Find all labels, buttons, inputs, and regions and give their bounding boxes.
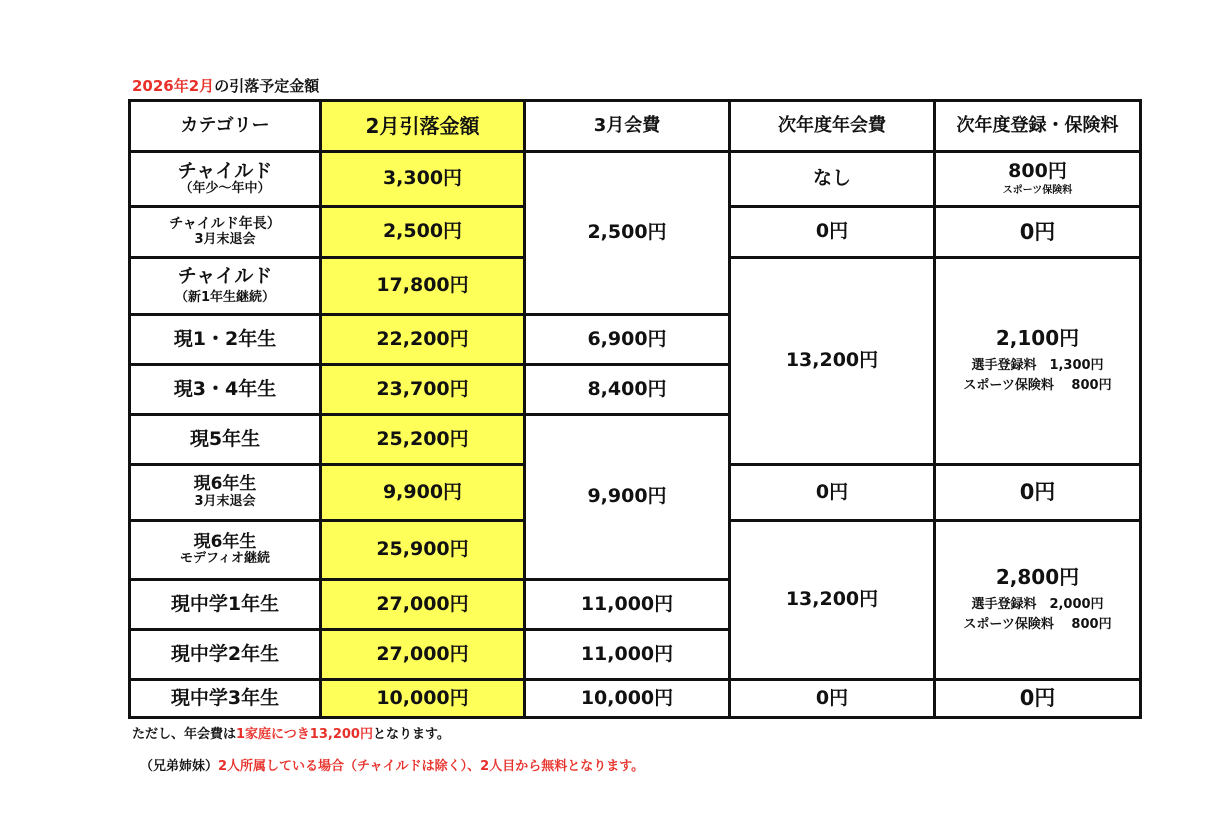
feb-amount: 27,000円 <box>321 580 525 630</box>
category-cell <box>130 521 321 580</box>
reg-player-fee: 選手登録料 2,000円 <box>971 597 1104 612</box>
feb-amount: 25,900円 <box>321 521 525 580</box>
feb-amount: 10,000円 <box>321 680 525 718</box>
category-label: 現1・2年生 <box>130 315 321 365</box>
reg-insurance-fee: スポーツ保険料 800円 <box>963 377 1112 393</box>
category-label: 現3・4年生 <box>130 365 321 415</box>
reg-fee-group1 <box>935 258 1141 465</box>
reg-fee-cell <box>935 152 1141 207</box>
march-fee-group2: 9,900円 <box>525 415 730 580</box>
category-label: 現6年生 <box>193 474 257 495</box>
reg-fee: 0円 <box>935 680 1141 718</box>
header-row <box>130 101 1141 152</box>
reg-fee: 800円 <box>1008 160 1067 183</box>
header-feb: 2月引落金額 <box>321 101 525 152</box>
reg-fee-total: 2,800円 <box>995 565 1080 589</box>
category-label: チャイルド年長） <box>169 216 281 233</box>
note-siblings <box>140 755 644 774</box>
note-annual-fee <box>132 723 450 742</box>
march-fee: 11,000円 <box>525 630 730 680</box>
annual-fee-group1: 13,200円 <box>730 258 935 465</box>
note-highlight: 2人所属している場合（チャイルドは除く）、2人目から無料となります。 <box>218 759 645 774</box>
header-annual: 次年度年会費 <box>730 101 935 152</box>
category-sub: 3月末退会 <box>194 493 256 509</box>
category-label: 現中学3年生 <box>130 680 321 718</box>
reg-fee: 0円 <box>935 465 1141 521</box>
category-label: チャイルド <box>177 159 273 182</box>
feb-amount: 22,200円 <box>321 315 525 365</box>
category-label: 現6年生 <box>193 531 257 552</box>
table-row <box>130 680 1141 718</box>
reg-fee: 0円 <box>935 207 1141 258</box>
table-row <box>130 152 1141 207</box>
march-fee: 6,900円 <box>525 315 730 365</box>
category-sub: （新1年生継続） <box>174 290 276 306</box>
feb-amount: 17,800円 <box>321 258 525 315</box>
reg-fee-group2 <box>935 521 1141 680</box>
feb-amount: 27,000円 <box>321 630 525 680</box>
category-label: 現中学2年生 <box>130 630 321 680</box>
march-fee: 8,400円 <box>525 365 730 415</box>
title-rest: の引落予定金額 <box>214 77 320 95</box>
reg-fee-sub: スポーツ保険料 <box>1002 185 1073 197</box>
category-label: 現5年生 <box>130 415 321 465</box>
category-cell <box>130 152 321 207</box>
category-sub: （年少〜年中） <box>179 181 271 197</box>
category-label: 現中学1年生 <box>130 580 321 630</box>
category-cell <box>130 465 321 521</box>
header-march: 3月会費 <box>525 101 730 152</box>
category-cell <box>130 258 321 315</box>
reg-fee-total: 2,100円 <box>995 326 1080 350</box>
header-category: カテゴリー <box>130 101 321 152</box>
annual-fee: 0円 <box>730 207 935 258</box>
category-sub: 3月末退会 <box>194 231 256 247</box>
feb-amount: 2,500円 <box>321 207 525 258</box>
reg-player-fee: 選手登録料 1,300円 <box>971 358 1104 373</box>
title-month: 2026年2月 <box>132 77 215 95</box>
note-text: となります。 <box>372 727 450 742</box>
march-fee: 10,000円 <box>525 680 730 718</box>
feb-amount: 3,300円 <box>321 152 525 207</box>
note-highlight: 1家庭につき13,200円 <box>236 727 373 742</box>
category-label: チャイルド <box>177 264 273 287</box>
category-cell <box>130 207 321 258</box>
annual-fee: 0円 <box>730 680 935 718</box>
annual-fee-group2: 13,200円 <box>730 521 935 680</box>
march-fee: 11,000円 <box>525 580 730 630</box>
header-registration: 次年度登録・保険料 <box>935 101 1141 152</box>
page-title <box>132 75 319 96</box>
feb-amount: 25,200円 <box>321 415 525 465</box>
annual-fee: なし <box>730 152 935 207</box>
note-text: ただし、年会費は <box>132 727 237 742</box>
annual-fee: 0円 <box>730 465 935 521</box>
march-fee-group1: 2,500円 <box>525 152 730 315</box>
feb-amount: 23,700円 <box>321 365 525 415</box>
fee-table <box>128 99 1142 719</box>
reg-insurance-fee: スポーツ保険料 800円 <box>963 616 1112 632</box>
note-text: （兄弟姉妹） <box>140 759 219 774</box>
feb-amount: 9,900円 <box>321 465 525 521</box>
category-sub: モデフィオ継続 <box>180 551 270 567</box>
